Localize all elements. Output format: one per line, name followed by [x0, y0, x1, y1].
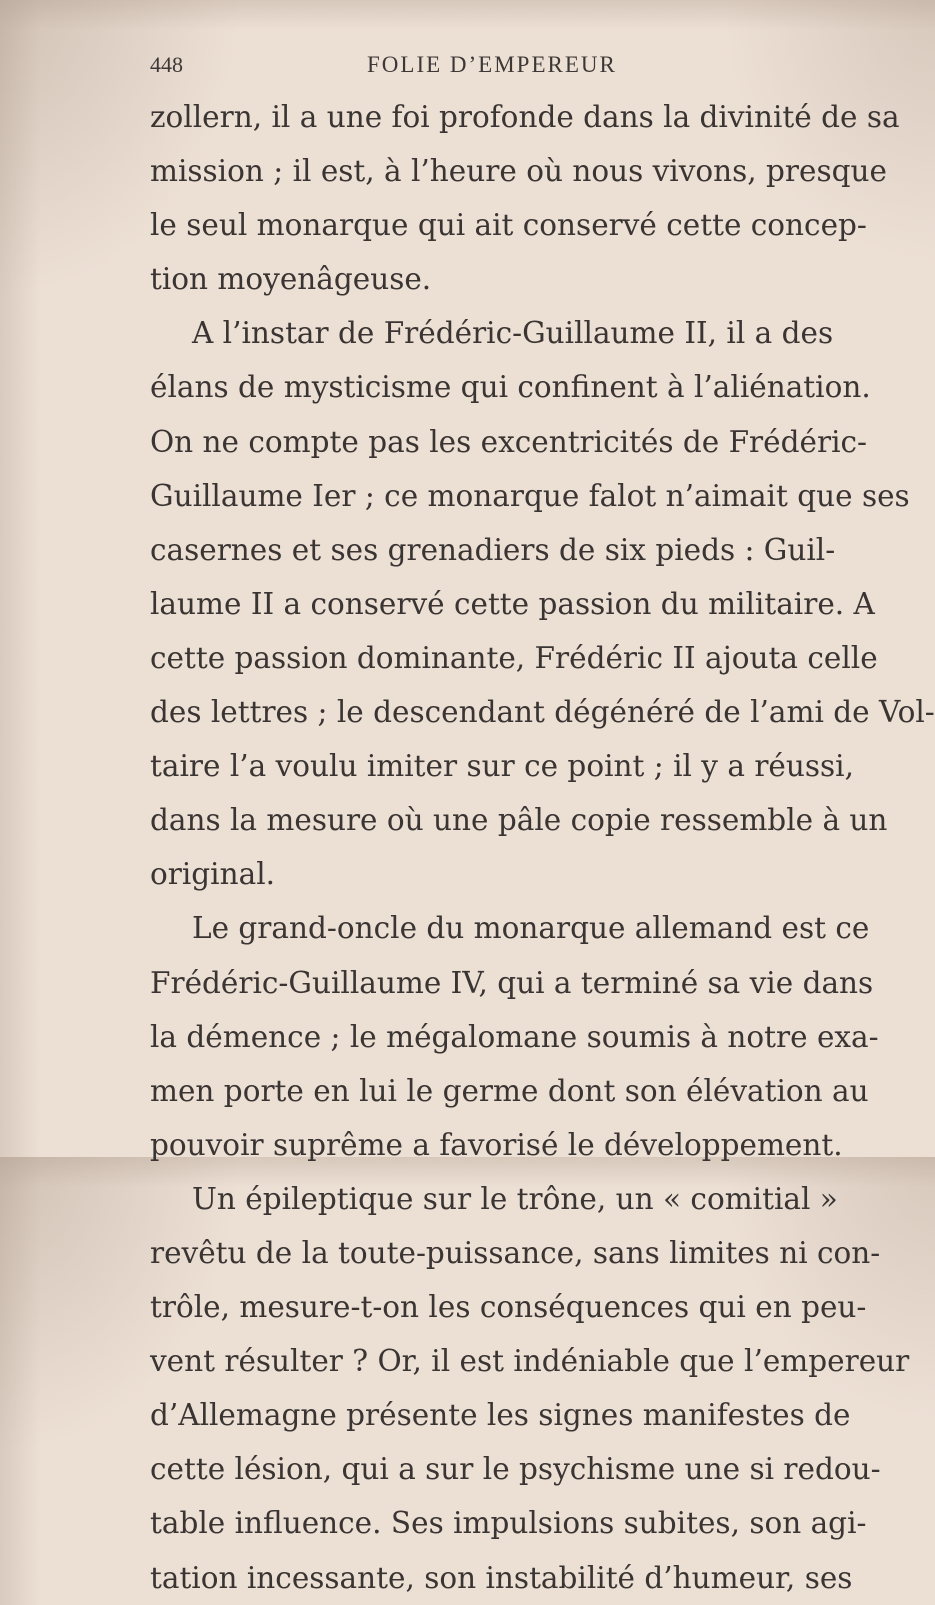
text-line: zollern, il a une foi profonde dans la divinité de sa [150, 100, 900, 134]
text-line: taire l’a voulu imiter sur ce point ; il y a réussi, [150, 749, 854, 784]
text-line: le seul monarque qui ait conservé cette concep- [150, 208, 867, 243]
text-line: d’Allemagne présente les signes manifestes de [150, 1398, 851, 1433]
text-line: men porte en lui le germe dont son élévation au [150, 1073, 869, 1108]
text-line: la démence ; le mégalomane soumis à notre exa- [150, 1019, 879, 1054]
text-line: Un épileptique sur le trône, un « comitial » [192, 1181, 838, 1216]
text-line: trôle, mesure-t-on les conséquences qui en peu- [150, 1290, 867, 1325]
text-line: A l’instar de Frédéric-Guillaume II, il a des [192, 316, 834, 351]
text-line: Guillaume Ier ; ce monarque falot n’aimait que ses [150, 478, 910, 513]
page-number: 448 [150, 52, 183, 77]
text-line: original. [150, 857, 276, 892]
text-line: revêtu de la toute-puissance, sans limites ni con- [150, 1235, 881, 1270]
text-line: pouvoir suprême a favorisé le développement. [150, 1127, 843, 1162]
running-head [150, 52, 770, 82]
text-line: table influence. Ses impulsions subites, son agi- [150, 1506, 867, 1541]
text-line: On ne compte pas les excentricités de Frédéric- [150, 424, 867, 459]
text-line: laume II a conservé cette passion du militaire. A [150, 586, 875, 621]
text-line: cette passion dominante, Frédéric II ajouta celle [150, 640, 878, 675]
running-title: FOLIE D’EMPEREUR [367, 52, 617, 77]
text-line: cette lésion, qui a sur le psychisme une si redou- [150, 1452, 881, 1487]
text-line: casernes et ses grenadiers de six pieds : Guil- [150, 532, 836, 567]
text-line: Le grand-oncle du monarque allemand est ce [192, 911, 870, 946]
body-text [150, 90, 935, 1605]
text-line: dans la mesure où une pâle copie ressemble à un [150, 803, 888, 838]
text-line: Frédéric-Guillaume IV, qui a terminé sa vie dans [150, 965, 874, 1000]
text-line: élans de mysticisme qui confinent à l’aliénation. [150, 370, 871, 405]
text-line: tion moyenâgeuse. [150, 262, 432, 297]
text-line: vent résulter ? Or, il est indéniable que l’empereur [150, 1344, 910, 1379]
text-line: tation incessante, son instabilité d’humeur, ses [150, 1560, 853, 1595]
text-line: des lettres ; le descendant dégénéré de l’ami de Vol- [150, 695, 935, 730]
text-line: mission ; il est, à l’heure où nous vivons, presque [150, 154, 887, 189]
